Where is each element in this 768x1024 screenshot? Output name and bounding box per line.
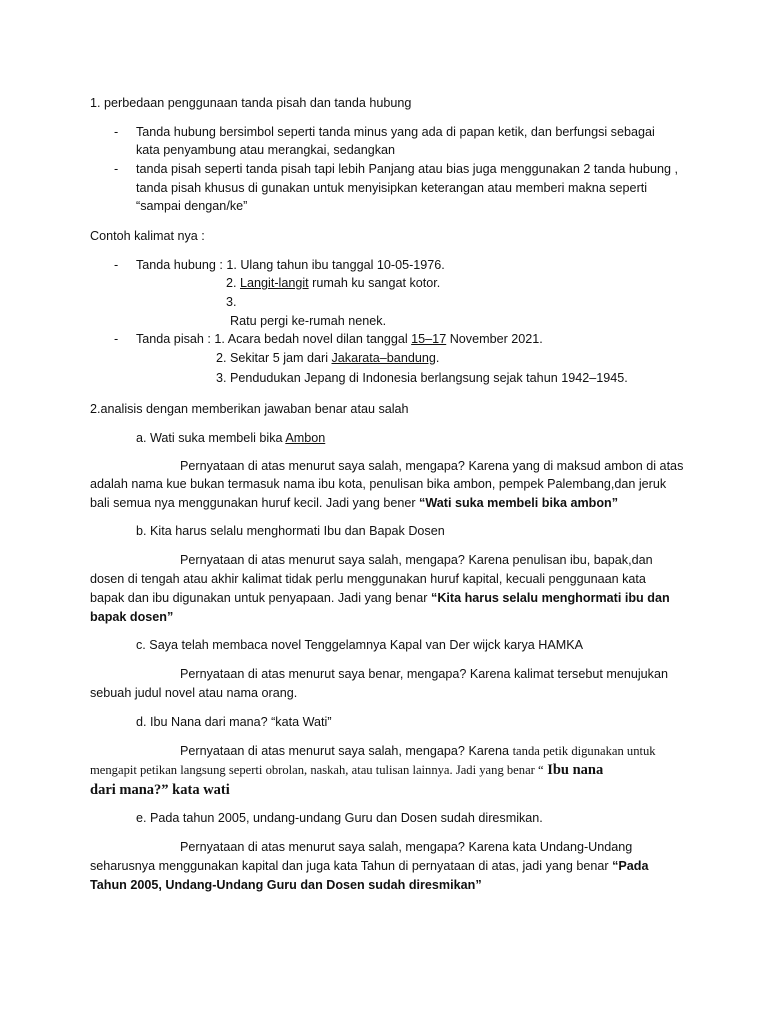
q2e-answer-line1: Pernyataan di atas menurut saya salah, mengapa? Karena kata Undang-Undang xyxy=(180,840,633,854)
q2a-statement: a. Wati suka membeli bika Ambon xyxy=(136,431,326,445)
bullet-dash: - xyxy=(114,125,119,139)
q2-heading: 2.analisis dengan memberikan jawaban benar atau salah xyxy=(90,402,409,416)
q1-bullet2-line2: tanda pisah khusus di gunakan untuk menyisipkan keterangan atau memberi makna seperti xyxy=(136,181,648,195)
q2c-statement: c. Saya telah membaca novel Tenggelamnya Kapal van Der wijck karya HAMKA xyxy=(136,638,584,652)
q2a-answer-line2: adalah nama kue bukan termasuk nama ibu kota, penulisan bika ambon, pempek Palembang,dan jeruk xyxy=(90,477,667,491)
q2e-answer-line3: Tahun 2005, Undang-Undang Guru dan Dosen sudah diresmikan” xyxy=(90,878,482,892)
q2a-answer-line3: bali semua nya menggunakan huruf kecil. Jadi yang bener “Wati suka membeli bika ambon” xyxy=(90,496,619,510)
q2c-answer-line1: Pernyataan di atas menurut saya benar, mengapa? Karena kalimat tersebut menujukan xyxy=(180,667,668,681)
contoh-label: Contoh kalimat nya : xyxy=(90,229,205,243)
hubung-example-3-number: 3. xyxy=(226,295,237,309)
q1-bullet2-line3: “sampai dengan/ke” xyxy=(136,199,248,213)
q2d-answer-line1: Pernyataan di atas menurut saya salah, mengapa? Karena tanda petik digunakan untuk xyxy=(180,744,656,758)
q2d-answer-line3: dari mana?” kata wati xyxy=(90,782,230,798)
q2d-answer-line2: mengapit petikan langsung seperti obrolan, naskah, atau tulisan lainnya. Jadi yang benar “ Ibu nana xyxy=(90,762,604,778)
q1-bullet1-line1: Tanda hubung bersimbol seperti tanda minus yang ada di papan ketik, dan berfungsi sebagai xyxy=(136,125,655,139)
q2b-answer-line2: dosen di tengah atau akhir kalimat tidak perlu menggunakan huruf kapital, kecuali penggunaan kata xyxy=(90,572,646,586)
pisah-example-1: Tanda pisah : 1. Acara bedah novel dilan tanggal 15–17 November 2021. xyxy=(136,332,543,346)
underlined-word: 15–17 xyxy=(411,332,447,346)
underlined-word: Ambon xyxy=(285,431,326,445)
q2b-answer-line3: bapak dan ibu digunakan untuk penyapaan. Jadi yang benar “Kita harus selalu menghormati ibu dan xyxy=(90,591,670,605)
underlined-word: Jakarata–bandung xyxy=(331,351,436,365)
bullet-dash: - xyxy=(114,332,119,346)
q2e-answer-line2: seharusnya menggunakan kapital dan juga kata Tahun di pernyataan di atas, jadi yang benar “Pada xyxy=(90,859,649,873)
q1-bullet1-line2: kata penyambung atau merangkai, sedangkan xyxy=(136,143,396,157)
hubung-example-2: 2. Langit-langit rumah ku sangat kotor. xyxy=(226,276,441,290)
underlined-word: Langit-langit xyxy=(240,276,309,290)
bullet-dash: - xyxy=(114,162,119,176)
q2d-statement: d. Ibu Nana dari mana? “kata Wati” xyxy=(136,715,332,729)
q2b-answer-line4: bapak dosen” xyxy=(90,610,174,624)
hubung-example-3-text: Ratu pergi ke-rumah nenek. xyxy=(230,314,387,328)
q2a-answer-line1: Pernyataan di atas menurut saya salah, mengapa? Karena yang di maksud ambon di atas xyxy=(180,459,684,473)
q2b-answer-line1: Pernyataan di atas menurut saya salah, mengapa? Karena penulisan ibu, bapak,dan xyxy=(180,553,653,567)
pisah-example-2: 2. Sekitar 5 jam dari Jakarata–bandung. xyxy=(216,351,440,365)
hubung-example-1: Tanda hubung : 1. Ulang tahun ibu tanggal 10-05-1976. xyxy=(136,258,445,272)
pisah-example-3: 3. Pendudukan Jepang di Indonesia berlangsung sejak tahun 1942–1945. xyxy=(216,371,628,385)
q2b-statement: b. Kita harus selalu menghormati Ibu dan Bapak Dosen xyxy=(136,524,445,538)
bullet-dash: - xyxy=(114,258,119,272)
q2e-statement: e. Pada tahun 2005, undang-undang Guru dan Dosen sudah diresmikan. xyxy=(136,811,543,825)
q1-heading: 1. perbedaan penggunaan tanda pisah dan tanda hubung xyxy=(90,96,412,110)
q2c-answer-line2: sebuah judul novel atau nama orang. xyxy=(90,686,298,700)
q1-bullet2-line1: tanda pisah seperti tanda pisah tapi lebih Panjang atau bias juga menggunakan 2 tanda hubung , xyxy=(136,162,678,176)
